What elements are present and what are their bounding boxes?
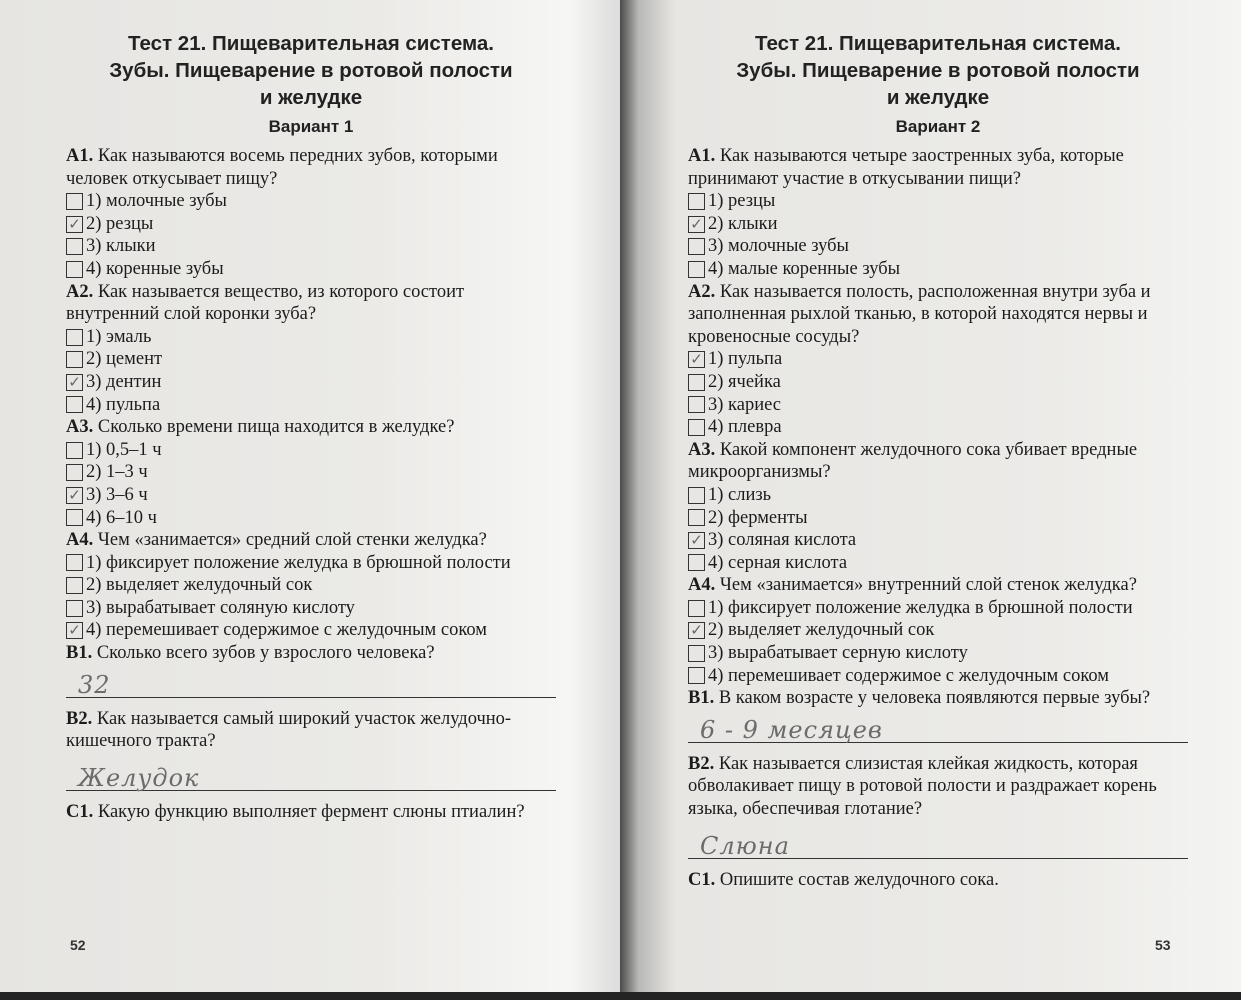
question-text: Как называется слизистая клейкая жидкость, которая обволакивает пищу в ротовой полости и раздражает корень языка, обеспечивая глотание? [688, 753, 1157, 820]
question-a3 [688, 439, 1188, 484]
question-a3 [66, 416, 556, 439]
answer-option[interactable] [688, 235, 1188, 258]
checkbox-icon[interactable] [688, 600, 705, 617]
question-a1 [66, 145, 556, 190]
checkbox-checked-icon[interactable]: ✓ [66, 374, 83, 391]
checkbox-icon[interactable] [66, 193, 83, 210]
checkbox-icon[interactable] [66, 351, 83, 368]
checkbox-icon[interactable] [66, 261, 83, 278]
checkbox-checked-icon[interactable]: ✓ [688, 216, 705, 233]
checkbox-icon[interactable] [66, 600, 83, 617]
question-text: Как называется вещество, из которого состоит внутренний слой коронки зуба? [66, 281, 465, 325]
handwritten-answer: Слюна [700, 831, 790, 860]
checkbox-icon[interactable] [688, 238, 705, 255]
title-line: и желудке [259, 86, 363, 109]
question-number: В1. [688, 688, 715, 709]
option-label: 1) пульпа [708, 349, 783, 370]
option-label: 4) серная кислота [708, 552, 848, 573]
answer-option[interactable] [688, 190, 1188, 213]
question-text: Как называется самый широкий участок желудочно-кишечного тракта? [66, 708, 512, 752]
answer-option[interactable] [688, 552, 1188, 575]
answer-option[interactable] [66, 461, 556, 484]
title-line: Зубы. Пищеварение в ротовой полости [736, 59, 1140, 82]
question-number: А3. [66, 417, 94, 438]
answer-option[interactable] [66, 258, 556, 281]
question-c1 [66, 801, 556, 824]
answer-option[interactable] [66, 213, 556, 236]
question-text: Как называется полость, расположенная внутри зуба и заполненная рыхлой тканью, в которой находятся нервы и кровеносные сосуды? [688, 281, 1151, 347]
question-number: А2. [688, 281, 716, 302]
option-label: 2) выделяет желудочный сок [86, 575, 313, 596]
question-number: А4. [66, 530, 94, 551]
option-label: 2) ячейка [708, 371, 781, 392]
checkbox-icon[interactable] [66, 464, 83, 481]
option-label: 3) кариес [708, 394, 781, 415]
title-line: Тест 21. Пищеварительная система. [128, 32, 494, 55]
option-label: 4) коренные зубы [86, 258, 224, 279]
option-label: 4) перемешивает содержимое с желудочным соком [86, 620, 487, 641]
title-line: Зубы. Пищеварение в ротовой полости [109, 59, 513, 82]
variant-label: Вариант 1 [268, 117, 354, 136]
checkbox-icon[interactable] [66, 396, 83, 413]
question-a4 [66, 529, 556, 552]
question-text: Опишите состав желудочного сока. [719, 869, 999, 890]
option-label: 2) клыки [708, 213, 778, 234]
handwritten-answer: 32 [78, 670, 111, 699]
option-label: 1) 0,5–1 ч [86, 439, 162, 460]
handwritten-answer: 6 - 9 месяцев [700, 715, 883, 744]
handwritten-answer: Желудок [78, 763, 200, 792]
question-text: Как называются четыре заостренных зуба, которые принимают участие в откусывании пищи? [688, 146, 1124, 189]
answer-option[interactable] [688, 394, 1188, 417]
variant-label: Вариант 2 [895, 117, 981, 136]
question-text: Сколько времени пища находится в желудке? [97, 417, 455, 438]
answer-field-b2[interactable] [66, 753, 556, 791]
page-content [688, 30, 1188, 891]
checkbox-icon[interactable] [66, 509, 83, 526]
checkbox-icon[interactable] [688, 554, 705, 571]
title-line: и желудке [886, 86, 990, 109]
question-text: Какой компонент желудочного сока убивает вредные микроорганизмы? [688, 439, 1138, 483]
answer-option[interactable] [688, 416, 1188, 439]
option-label: 1) слизь [708, 484, 772, 505]
option-label: 2) ферменты [708, 507, 808, 528]
checkbox-checked-icon[interactable]: ✓ [66, 622, 83, 639]
answer-option[interactable] [66, 326, 556, 349]
question-b2 [66, 708, 556, 753]
answer-option[interactable] [66, 190, 556, 213]
option-label: 1) фиксирует положение желудка в брюшной полости [86, 552, 511, 573]
page-number: 53 [1155, 937, 1171, 953]
answer-option[interactable] [688, 507, 1188, 530]
checkbox-icon[interactable] [66, 329, 83, 346]
option-label: 2) цемент [86, 349, 163, 370]
answer-option[interactable] [688, 642, 1188, 665]
question-text: Чем «занимается» внутренний слой стенок желудка? [719, 575, 1137, 596]
question-text: Сколько всего зубов у взрослого человека? [96, 643, 435, 664]
checkbox-icon[interactable] [688, 667, 705, 684]
answer-option[interactable] [66, 371, 556, 394]
option-label: 4) малые коренные зубы [708, 258, 901, 279]
questions-list [66, 145, 556, 642]
option-label: 4) плевра [708, 417, 782, 438]
question-number: А4. [688, 575, 716, 596]
checkbox-icon[interactable] [688, 645, 705, 662]
test-title [66, 30, 556, 111]
question-number: С1. [688, 869, 716, 890]
page-left [0, 0, 620, 992]
checkbox-icon[interactable] [66, 238, 83, 255]
option-label: 3) вырабатывает соляную кислоту [86, 597, 355, 618]
answer-option[interactable] [688, 529, 1188, 552]
answer-option[interactable] [66, 439, 556, 462]
option-label: 2) резцы [86, 213, 154, 234]
question-b1 [688, 687, 1188, 710]
answer-option[interactable] [66, 484, 556, 507]
checkbox-icon[interactable] [66, 577, 83, 594]
checkbox-icon[interactable] [688, 374, 705, 391]
option-label: 1) фиксирует положение желудка в брюшной полости [708, 597, 1133, 618]
page-right [620, 0, 1241, 992]
question-a1 [688, 145, 1188, 190]
option-label: 4) перемешивает содержимое с желудочным соком [708, 665, 1109, 686]
checkbox-icon[interactable] [66, 442, 83, 459]
checkbox-icon[interactable] [688, 193, 705, 210]
answer-option[interactable] [66, 348, 556, 371]
option-label: 3) 3–6 ч [86, 484, 148, 505]
question-text: Какую функцию выполняет фермент слюны птиалин? [97, 801, 525, 822]
question-text: Чем «занимается» средний слой стенки желудка? [97, 530, 487, 551]
option-label: 4) 6–10 ч [86, 507, 157, 528]
question-number: А1. [688, 146, 716, 166]
option-label: 1) молочные зубы [86, 191, 227, 212]
answer-field-b1[interactable] [688, 710, 1188, 743]
question-a2 [688, 281, 1188, 349]
option-label: 1) резцы [708, 191, 776, 212]
question-number: А1. [66, 146, 94, 166]
answer-option[interactable] [66, 619, 556, 642]
answer-option[interactable] [688, 619, 1188, 642]
option-label: 2) 1–3 ч [86, 462, 148, 483]
option-label: 3) молочные зубы [708, 236, 849, 257]
answer-option[interactable] [66, 394, 556, 417]
answer-option[interactable] [688, 213, 1188, 236]
question-a2 [66, 281, 556, 326]
checkbox-icon[interactable] [688, 419, 705, 436]
question-b2 [688, 753, 1188, 821]
answer-field-b2[interactable] [688, 821, 1188, 859]
answer-field-b1[interactable] [66, 665, 556, 698]
question-text: Как называются восемь передних зубов, которыми человек откусывает пищу? [66, 146, 498, 189]
option-label: 3) вырабатывает серную кислоту [708, 643, 968, 664]
checkbox-checked-icon[interactable]: ✓ [66, 487, 83, 504]
question-c1 [688, 869, 1188, 892]
checkbox-icon[interactable] [688, 487, 705, 504]
question-number: В2. [688, 753, 715, 774]
checkbox-checked-icon[interactable]: ✓ [688, 622, 705, 639]
answer-option[interactable] [66, 597, 556, 620]
option-label: 2) выделяет желудочный сок [708, 620, 935, 641]
checkbox-checked-icon[interactable]: ✓ [688, 351, 705, 368]
checkbox-icon[interactable] [688, 509, 705, 526]
option-label: 4) пульпа [86, 394, 161, 415]
page-number: 52 [70, 937, 86, 953]
answer-option[interactable] [66, 507, 556, 530]
answer-option[interactable] [688, 348, 1188, 371]
answer-option[interactable] [688, 258, 1188, 281]
option-label: 3) клыки [86, 236, 156, 257]
checkbox-icon[interactable] [688, 396, 705, 413]
question-number: В1. [66, 643, 93, 664]
test-title [688, 30, 1188, 111]
questions-list [688, 145, 1188, 687]
option-label: 3) дентин [86, 371, 162, 392]
question-number: А2. [66, 281, 94, 302]
question-a4 [688, 574, 1188, 597]
answer-option[interactable] [688, 597, 1188, 620]
answer-option[interactable] [688, 371, 1188, 394]
option-label: 3) соляная кислота [708, 530, 857, 551]
answer-option[interactable] [688, 484, 1188, 507]
question-number: В2. [66, 708, 93, 729]
answer-option[interactable] [66, 235, 556, 258]
question-b1 [66, 642, 556, 665]
checkbox-checked-icon[interactable]: ✓ [688, 532, 705, 549]
title-line: Тест 21. Пищеварительная система. [755, 32, 1121, 55]
question-number: С1. [66, 801, 94, 822]
question-number: А3. [688, 439, 716, 460]
answer-option[interactable] [66, 574, 556, 597]
checkbox-icon[interactable] [688, 261, 705, 278]
checkbox-icon[interactable] [66, 554, 83, 571]
answer-option[interactable] [66, 552, 556, 575]
option-label: 1) эмаль [86, 326, 152, 347]
question-text: В каком возрасте у человека появляются первые зубы? [718, 688, 1151, 709]
checkbox-checked-icon[interactable]: ✓ [66, 216, 83, 233]
page-content [66, 30, 556, 823]
answer-option[interactable] [688, 665, 1188, 688]
